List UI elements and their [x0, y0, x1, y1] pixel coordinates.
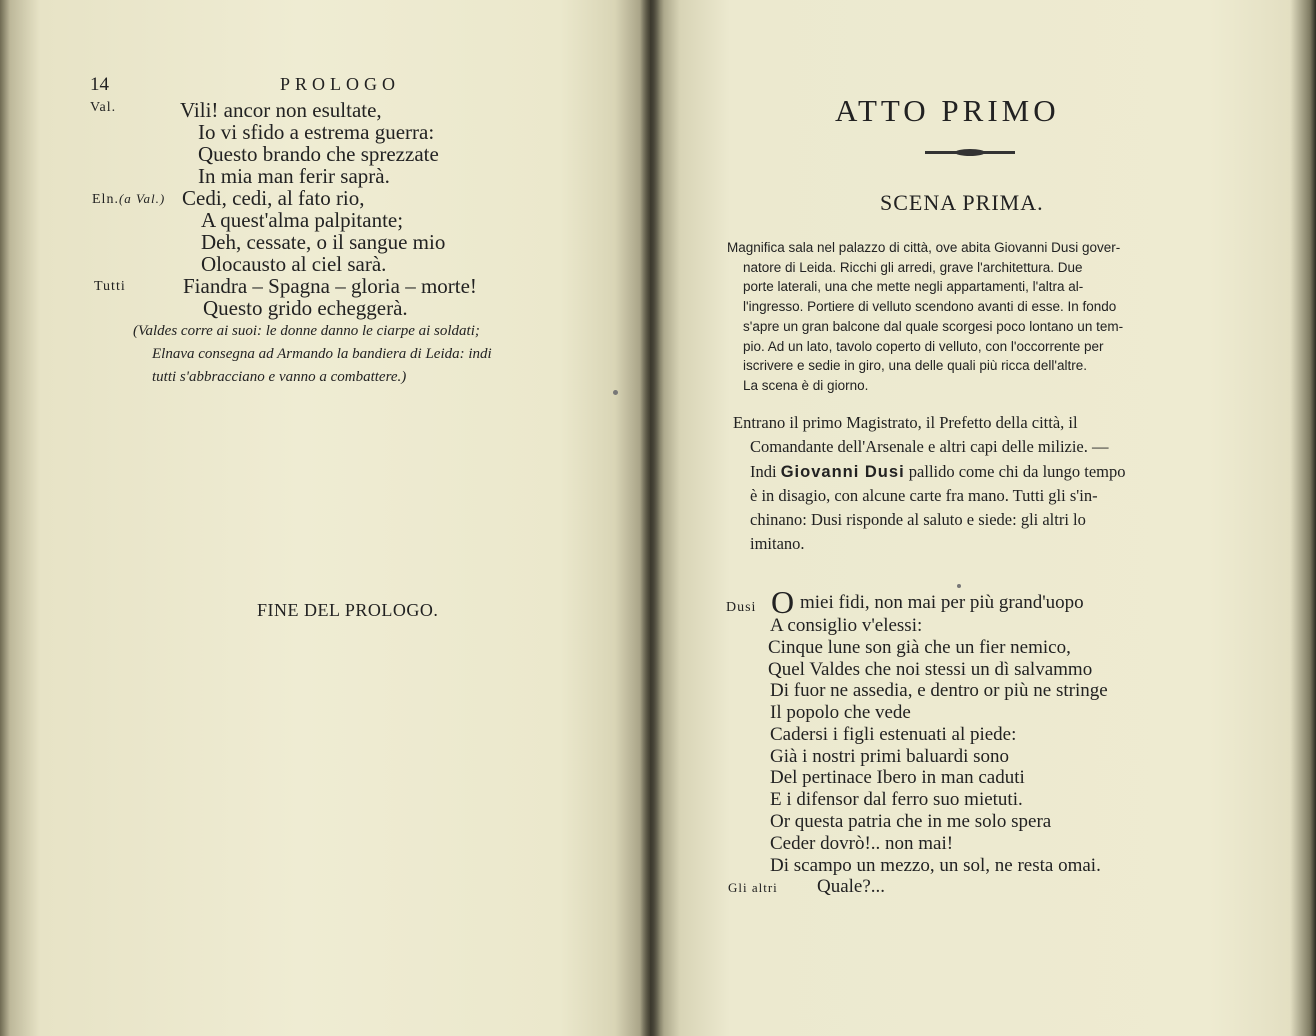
scene-title: SCENA PRIMA. [880, 190, 1044, 215]
stage-direction [133, 320, 603, 389]
verse-line: Ceder dovrò!.. non mai! [770, 833, 954, 854]
fine-del-prologo: FINE DEL PROLOGO. [257, 600, 439, 620]
stage-line: Elnava consegna ad Armando la bandiera di Leida: indi [152, 346, 492, 362]
entrance-line [733, 460, 1218, 484]
verse-line: Cadersi i figli estenuati al piede: [770, 724, 1017, 745]
description-line: La scena è di giorno. [743, 377, 869, 393]
stage-line: tutti s'abbracciano e vanno a combattere.) [152, 369, 407, 385]
verse-line: Già i nostri primi baluardi sono [770, 746, 1010, 767]
verse-line: In mia man ferir saprà. [198, 164, 390, 188]
verse-line: miei fidi, non mai per più grand'uopo [800, 592, 1084, 613]
verse-line: Del pertinace Ibero in man caduti [770, 767, 1025, 788]
verse-line: Quale?... [817, 876, 886, 897]
ink-speck [613, 390, 618, 395]
speaker-dusi: Dusi [726, 600, 757, 615]
page-number: 14 [90, 74, 109, 95]
verse-line: Fiandra – Spagna – gloria – morte! [183, 274, 477, 298]
speaker-eln [92, 191, 165, 208]
verse-line: A quest'alma palpitante; [201, 208, 404, 232]
verse-line: Cedi, cedi, al fato rio, [182, 186, 365, 210]
verse-line: Vili! ancor non esultate, [180, 98, 382, 122]
verse-line: Io vi sfido a estrema guerra: [198, 120, 435, 144]
verse-line: A consiglio v'elessi: [770, 615, 923, 636]
speaker-tutti [94, 279, 126, 295]
description-line: l'ingresso. Portiere di velluto scendono avanti di esse. In fondo [743, 299, 1117, 315]
left-page [0, 0, 650, 1036]
verse-line: Quel Valdes che noi stessi un dì salvammo [768, 659, 1093, 680]
description-line: pio. Ad un lato, tavolo coperto di velluto, con l'occorrente per [743, 338, 1104, 354]
entrance-text: pallido come chi da lungo tempo [908, 461, 1126, 481]
entrance-line: imitano. [750, 534, 805, 554]
entrance-text: Indi [750, 461, 777, 481]
entrance-line: è in disagio, con alcune carte fra mano. Tutti gli s'in- [750, 485, 1098, 505]
scene-description [727, 238, 1217, 396]
entrance-direction [733, 411, 1218, 557]
description-line: Magnifica sala nel palazzo di città, ove abita Giovanni Dusi gover- [727, 240, 1121, 255]
book-gutter [640, 0, 664, 1036]
verse-line: E i difensor dal ferro suo mietuti. [770, 789, 1023, 810]
verse-line: Il popolo che vede [770, 702, 911, 723]
entrance-line: Entrano il primo Magistrato, il Prefetto della città, il [733, 413, 1078, 432]
verse-line: Deh, cessate, o il sangue mio [201, 230, 446, 254]
speaker-val [90, 100, 116, 116]
stage-line: (Valdes corre ai suoi: le donne danno le ciarpe ai soldati; [133, 323, 480, 339]
initial-letter: O [771, 584, 795, 620]
speaker-label: Tutti [94, 279, 126, 294]
description-line: iscrivere e sedie in giro, una delle quali più ricca dell'altre. [743, 358, 1088, 374]
verse-line: Cinque lune son già che un fier nemico, [768, 637, 1071, 658]
act-title: ATTO PRIMO [835, 93, 1060, 128]
running-head: PROLOGO [280, 74, 401, 94]
description-line: natore di Leida. Ricchi gli arredi, grave l'architettura. Due [743, 259, 1083, 275]
verse-line: Questo grido echeggerà. [203, 296, 408, 320]
verse-line: Or questa patria che in me solo spera [770, 811, 1052, 832]
verse-line: Olocausto al ciel sarà. [201, 252, 387, 276]
speaker-direction: (a Val.) [118, 191, 166, 206]
verse-line: Questo brando che sprezzate [198, 142, 439, 166]
speaker-gli-altri: Gli altri [728, 880, 778, 895]
entrance-line: chinano: Dusi risponde al saluto e siede: gli altri lo [750, 510, 1086, 530]
verse-line: Di scampo un mezzo, un sol, ne resta omai. [770, 855, 1101, 876]
speaker-label: Eln. [92, 192, 119, 207]
description-line: porte laterali, una che mette negli appartamenti, l'altra al- [743, 279, 1084, 295]
description-line: s'apre un gran balcone dal quale scorgesi poco lontano un tem- [743, 318, 1124, 334]
ink-speck [957, 584, 961, 588]
speaker-label: Val. [90, 100, 117, 115]
entrance-line: Comandante dell'Arsenale e altri capi delle milizie. — [750, 437, 1109, 457]
title-rule-ornament [955, 149, 985, 156]
verse-line: Di fuor ne assedia, e dentro or più ne stringe [770, 680, 1108, 701]
character-name: Giovanni Dusi [780, 462, 905, 481]
